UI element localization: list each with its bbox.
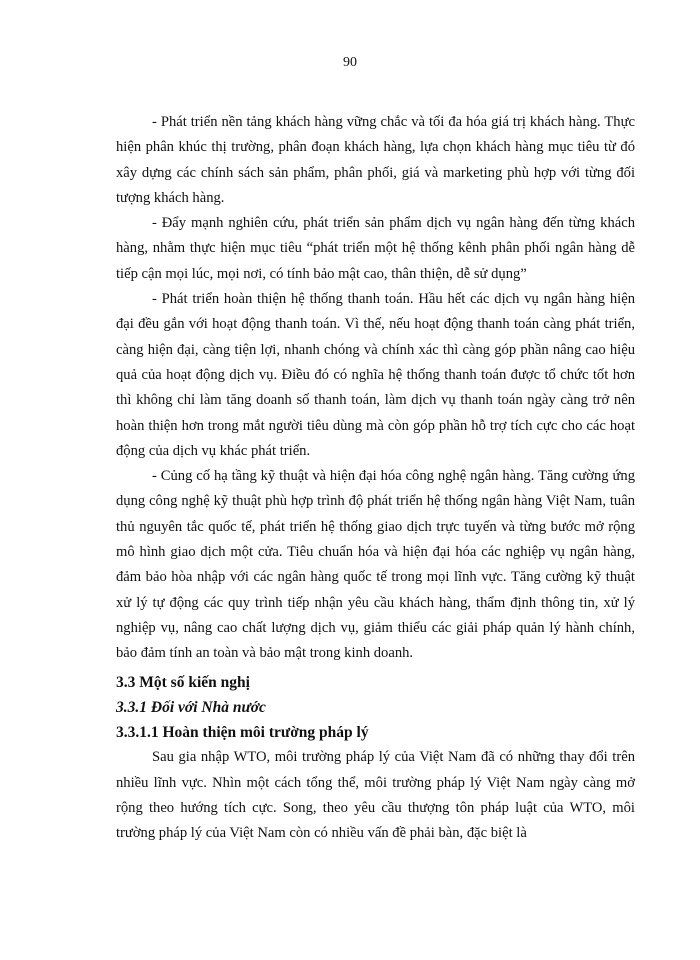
subsubsection-heading: 3.3.1.1 Hoàn thiện môi trường pháp lý xyxy=(116,724,369,742)
paragraph-customer-base: - Phát triển nền tảng khách hàng vững chắc và tối đa hóa giá trị khách hàng. Thực hiện phân khúc thị trường, phân đoạn khách hàng, lựa chọn khách hàng mục tiêu từ đó xây dựng các chính sách sản phẩm, phân phối, giá và marketing phù hợp với từng đối tượng khách hàng. xyxy=(116,114,635,206)
paragraph-product-research: - Đẩy mạnh nghiên cứu, phát triển sản phẩm dịch vụ ngân hàng đến từng khách hàng, nhằm thực hiện mục tiêu “phát triển một hệ thống kênh phân phối ngân hàng dễ tiếp cận mọi lúc, mọi nơi, có tính bảo mật cao, thân thiện, dễ sử dụng” xyxy=(116,215,635,282)
document-body xyxy=(116,110,635,847)
page-number: 90 xyxy=(343,55,357,70)
paragraph-technology: - Củng cố hạ tầng kỹ thuật và hiện đại hóa công nghệ ngân hàng. Tăng cường ứng dụng công nghệ kỹ thuật phù hợp trình độ phát triển hệ thống ngân hàng Việt Nam, tuân thủ nguyên tắc quốc tế, phát triển hệ thống giao dịch trực tuyến và từng bước mở rộng mô hình giao dịch một cửa. Tiêu chuẩn hóa và hiện đại hóa các nghiệp vụ ngân hàng, đảm bảo hòa nhập với các ngân hàng quốc tế trong mọi lĩnh vực. Tăng cường kỹ thuật xử lý tự động các quy trình tiếp nhận yêu cầu khách hàng, thẩm định thông tin, xử lý nghiệp vụ, nâng cao chất lượng dịch vụ, giảm thiểu các giải pháp quản lý hành chính, bảo đảm tính an toàn và bảo mật trong kinh doanh. xyxy=(116,468,635,662)
section-heading: 3.3 Một số kiến nghị xyxy=(116,673,250,691)
subsection-heading: 3.3.1 Đối với Nhà nước xyxy=(116,698,266,716)
paragraph-legal-environment: Sau gia nhập WTO, môi trường pháp lý của Việt Nam đã có những thay đổi trên nhiều lĩnh vực. Nhìn một cách tổng thể, môi trường pháp lý Việt Nam ngày càng mở rộng theo hướng tích cực. Song, theo yêu cầu thượng tôn pháp luật của WTO, môi trường pháp lý của Việt Nam còn có nhiều vấn đề phải bàn, đặc biệt là xyxy=(116,749,635,842)
paragraph-payment-system: - Phát triển hoàn thiện hệ thống thanh toán. Hầu hết các dịch vụ ngân hàng hiện đại đều gắn với hoạt động thanh toán. Vì thế, nếu hoạt động thanh toán càng phát triển, càng hiện đại, càng tiện lợi, nhanh chóng và chính xác thì càng góp phần nâng cao hiệu quả của hoạt động dịch vụ. Điều đó có nghĩa hệ thống thanh toán được tổ chức tốt hơn thì không chỉ làm tăng doanh số thanh toán, làm dịch vụ thanh toán ngày càng trở nên hoàn thiện hơn trong mắt người tiêu dùng mà còn góp phần hỗ trợ tích cực cho các hoạt động của dịch vụ khác phát triển. xyxy=(116,291,635,459)
